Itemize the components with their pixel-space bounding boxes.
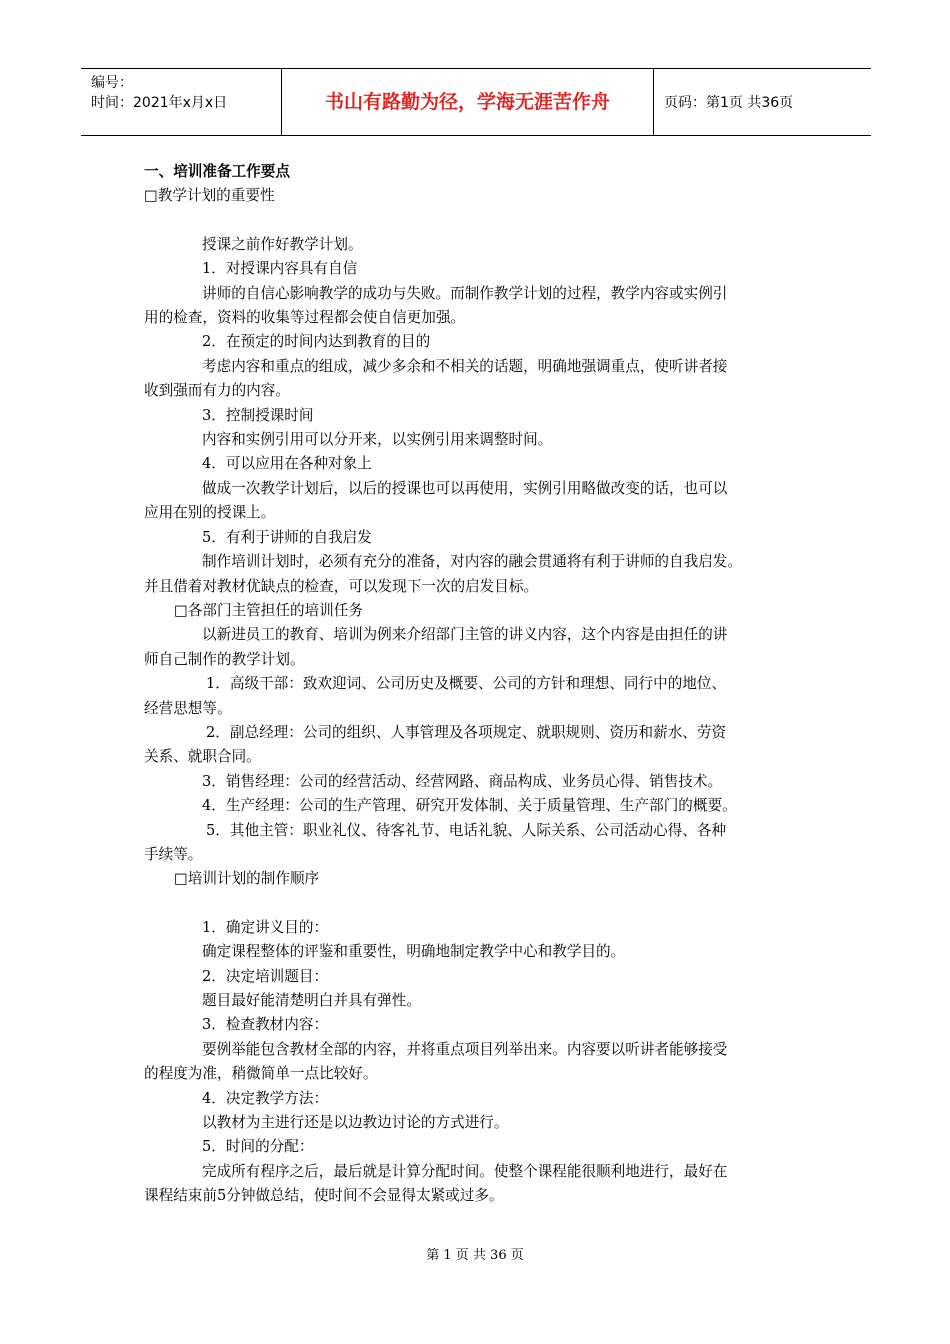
paragraph: 并且借着对教材优缺点的检查，可以发现下一次的启发目标。: [144, 577, 539, 595]
list-item-title: 1．确定讲义目的：: [202, 918, 329, 936]
list-item-title: 3．检查教材内容：: [202, 1016, 329, 1034]
document-date-label: 时间：2021年x月x日: [91, 95, 228, 111]
document-body: [144, 160, 816, 1209]
list-item: 1．高级干部：致欢迎词、公司历史及概要、公司的方针和理想、同行中的地位、: [206, 675, 727, 693]
paragraph: 以新进员工的教育、培训为例来介绍部门主管的讲义内容，这个内容是由担任的讲: [202, 626, 728, 644]
subsection-title: □培训计划的制作顺序: [174, 870, 320, 888]
blank-line: [144, 209, 816, 233]
paragraph: 的程度为准，稍微简单一点比较好。: [144, 1065, 378, 1083]
list-item-title: 1．对授课内容具有自信: [202, 260, 358, 278]
paragraph: 应用在别的授课上。: [144, 504, 276, 522]
paragraph: 师自己制作的教学计划。: [144, 650, 305, 668]
paragraph: 完成所有程序之后，最后就是计算分配时间。使整个课程能很顺利地进行，最好在: [202, 1162, 728, 1180]
paragraph: 内容和实例引用可以分开来，以实例引用来调整时间。: [202, 431, 553, 449]
section-title: 一、培训准备工作要点: [144, 163, 290, 180]
paragraph: 收到强而有力的内容。: [144, 382, 290, 400]
paragraph: 做成一次教学计划后，以后的授课也可以再使用，实例引用略做改变的话，也可以: [202, 479, 728, 497]
list-item-title: 4．决定教学方法：: [202, 1089, 329, 1107]
list-item: 3．销售经理：公司的经营活动、经营网路、商品构成、业务员心得、销售技术。: [202, 772, 723, 790]
list-item-title: 5．有利于讲师的自我启发: [202, 528, 372, 546]
paragraph: 用的检查，资料的收集等过程都会使自信更加强。: [144, 309, 466, 327]
paragraph: 讲师的自信心影响教学的成功与失败。而制作教学计划的过程，教学内容或实例引: [202, 284, 728, 302]
paragraph: 课程结束前5分钟做总结，使时间不会显得太紧或过多。: [144, 1187, 504, 1205]
paragraph: 题目最好能清楚明白并具有弹性。: [202, 992, 421, 1009]
document-number-label: 编号：: [91, 75, 133, 91]
list-item: 关系、就职合同。: [144, 748, 261, 766]
blank-line: [144, 892, 816, 916]
paragraph: 以教材为主进行还是以边教边讨论的方式进行。: [202, 1114, 509, 1132]
paragraph: 考虑内容和重点的组成，减少多余和不相关的话题，明确地强调重点，使听讲者接: [202, 357, 728, 375]
list-item-title: 5．时间的分配：: [202, 1138, 314, 1156]
list-item-title: 3．控制授课时间: [202, 406, 314, 424]
paragraph: 要例举能包含教材全部的内容，并将重点项目列举出来。内容要以听讲者能够接受: [202, 1040, 728, 1058]
header-right-cell: [654, 69, 871, 135]
list-item: 经营思想等。: [144, 699, 232, 717]
header-motto-cell: [281, 69, 654, 135]
paragraph: 授课之前作好教学计划。: [202, 235, 363, 253]
paragraph: 确定课程整体的评鉴和重要性，明确地制定教学中心和教学目的。: [202, 943, 626, 961]
subsection-title: □教学计划的重要性: [144, 187, 275, 205]
list-item-title: 4．可以应用在各种对象上: [202, 455, 372, 473]
page-info: 页码：第1页 共36页: [664, 95, 794, 111]
list-item-title: 2．决定培训题目：: [202, 967, 329, 985]
subsection-title: □各部门主管担任的培训任务: [174, 601, 363, 619]
page-header: [81, 68, 871, 136]
list-item: 5．其他主管：职业礼仪、待客礼节、电话礼貌、人际关系、公司活动心得、各种: [206, 821, 727, 839]
list-item: 4．生产经理：公司的生产管理、研究开发体制、关于质量管理、生产部门的概要。: [202, 797, 737, 815]
page-footer: 第 1 页 共 36 页: [426, 1248, 524, 1263]
list-item-title: 2．在预定的时间内达到教育的目的: [202, 333, 431, 351]
list-item: 2．副总经理：公司的组织、人事管理及各项规定、就职规则、资历和薪水、劳资: [206, 723, 727, 741]
header-left-cell: [81, 69, 281, 135]
paragraph: 制作培训计划时，必须有充分的准备，对内容的融会贯通将有利于讲师的自我启发。: [202, 553, 742, 571]
list-item: 手续等。: [144, 845, 203, 863]
header-motto: 书山有路勤为径，学海无涯苦作舟: [324, 91, 610, 113]
